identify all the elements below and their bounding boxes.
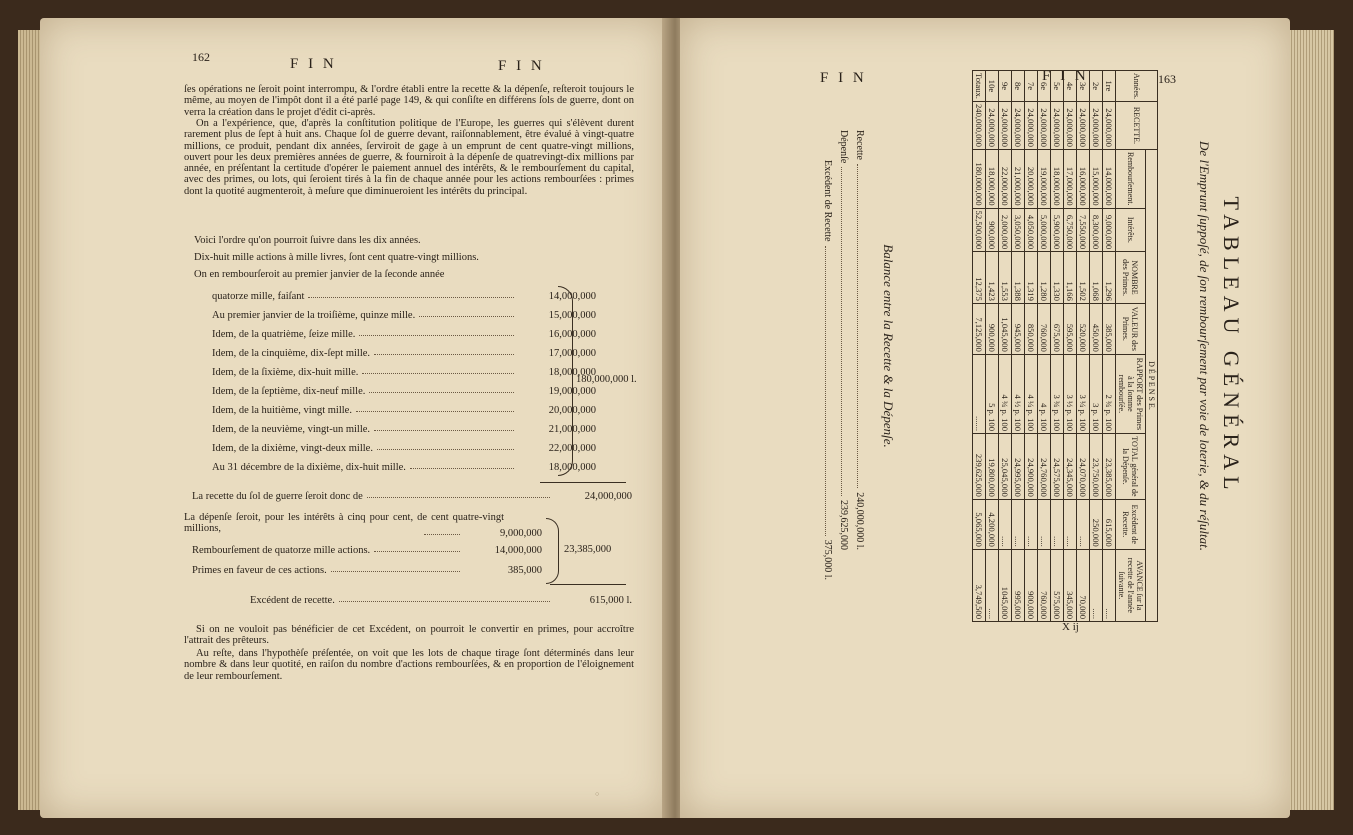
table-cell: ..... bbox=[1025, 499, 1038, 549]
table-cell: ..... bbox=[1012, 499, 1025, 549]
schedule-label: Idem, de la ſixième, dix-huit mille. bbox=[212, 367, 359, 378]
schedule-label: Au 31 décembre de la dixième, dix-huit mille. bbox=[212, 462, 406, 473]
depense-intro: La dépenſe ſeroit, pour les intérêts à cinq pour cent, de cent quatre-vingt millions, bbox=[184, 512, 504, 535]
table-cell: 520,000 bbox=[1077, 303, 1090, 354]
totals-cell: 52,500,000 bbox=[973, 208, 986, 252]
table-cell: 24,000,000 bbox=[1012, 102, 1025, 150]
schedule-amount: 21,000,000 bbox=[548, 424, 596, 435]
balance-row bbox=[838, 130, 852, 550]
table-cell: 24,995,000 bbox=[1012, 434, 1025, 500]
balance-row bbox=[822, 160, 836, 580]
table-cell: 1,319 bbox=[1025, 252, 1038, 304]
table-cell: 21,000,000 bbox=[1012, 149, 1025, 208]
col-header: VALEUR des Primes. bbox=[1116, 303, 1146, 354]
table-cell: ..... bbox=[1090, 549, 1103, 621]
table-cell: 900,000 bbox=[986, 303, 999, 354]
table-cell: 23,385,000 bbox=[1103, 434, 1116, 500]
table-cell: 15,000,000 bbox=[1090, 149, 1103, 208]
table-cell: 3 ¾ p. 100 bbox=[1051, 354, 1064, 433]
table-subtitle: De l'Emprunt ſuppoſé, de ſon rembourſement par voie de loterie, & du réſultat. bbox=[1197, 141, 1212, 551]
schedule-brace bbox=[558, 286, 573, 476]
table-cell: 3e bbox=[1077, 71, 1090, 102]
table-cell: 4 p. 100 bbox=[1038, 354, 1051, 433]
general-table bbox=[972, 70, 1158, 622]
recette-amount: 24,000,000 bbox=[584, 491, 632, 502]
table-cell: 24,000,000 bbox=[999, 102, 1012, 150]
closing-paragraph-1: Si on ne vouloit pas bénéficier de cet Excédent, on pourroit le convertir en primes, pour accroître l'attrait des prêteurs. bbox=[184, 624, 634, 647]
schedule-amount: 18,000,000 bbox=[548, 367, 596, 378]
table-cell: 4,200,000 bbox=[986, 499, 999, 549]
table-cell: 18,000,000 bbox=[986, 149, 999, 208]
schedule-amount: 15,000,000 bbox=[548, 310, 596, 321]
table-cell: 14,000,000 bbox=[1103, 149, 1116, 208]
schedule-label: Idem, de la quatrième, ſeize mille. bbox=[212, 329, 356, 340]
table-cell: 995,000 bbox=[1012, 549, 1025, 621]
signature-mark: X ij bbox=[1062, 621, 1079, 633]
table-cell: 25,045,000 bbox=[999, 434, 1012, 500]
running-header-right: F I N bbox=[1042, 68, 1089, 84]
balance-amount: 239,625,000 bbox=[838, 500, 849, 550]
table-cell: 24,000,000 bbox=[1038, 102, 1051, 150]
col-header: NOMBRE des Primes. bbox=[1116, 252, 1146, 304]
depense-amount: 14,000,000 bbox=[494, 545, 542, 556]
table-cell: 3 ¼ p. 100 bbox=[1077, 354, 1090, 433]
table-cell: 4e bbox=[1064, 71, 1077, 102]
balance-label: Excédent de Recette bbox=[822, 160, 833, 242]
table-cell: 615,000 bbox=[1103, 499, 1116, 549]
col-header: Excédent de Recette. bbox=[1116, 499, 1146, 549]
schedule-row bbox=[212, 400, 596, 416]
table-cell: 4 ¾ p. 100 bbox=[999, 354, 1012, 433]
depense-row bbox=[420, 523, 542, 539]
table-cell: 8e bbox=[1012, 71, 1025, 102]
table-row bbox=[1025, 71, 1038, 622]
table-cell: 4 ½ p. 100 bbox=[1012, 354, 1025, 433]
table-cell: 24,000,000 bbox=[1103, 102, 1116, 150]
table-cell: 24,575,000 bbox=[1051, 434, 1064, 500]
schedule-amount: 22,000,000 bbox=[548, 443, 596, 454]
depense-brace bbox=[546, 518, 559, 584]
table-cell: 1,502 bbox=[1077, 252, 1090, 304]
table-cell: 1,280 bbox=[1038, 252, 1051, 304]
table-cell: 18,000,000 bbox=[1051, 149, 1064, 208]
table-cell: ..... bbox=[1064, 499, 1077, 549]
table-cell: 1re bbox=[1103, 71, 1116, 102]
table-cell: 595,000 bbox=[1064, 303, 1077, 354]
table-cell: 5e bbox=[1051, 71, 1064, 102]
table-cell: 5,000,000 bbox=[1038, 208, 1051, 252]
balance-title: Balance entre la Recette & la Dépenſe. bbox=[881, 244, 896, 448]
table-cell: 22,000,000 bbox=[999, 149, 1012, 208]
depense-total: 23,385,000 bbox=[564, 544, 612, 555]
page-number: 162 bbox=[192, 50, 210, 64]
table-cell: 7,550,000 bbox=[1077, 208, 1090, 252]
table-row bbox=[999, 71, 1012, 622]
totals-cell: Totaux. bbox=[973, 71, 986, 102]
totals-cell: 180,000,000 bbox=[973, 149, 986, 208]
totals-cell: 7,125,000 bbox=[973, 303, 986, 354]
balance-label: Dépenſe bbox=[838, 130, 849, 164]
table-cell: 900,000 bbox=[986, 208, 999, 252]
table-cell: 2,000,000 bbox=[999, 208, 1012, 252]
table-cell: ..... bbox=[1038, 499, 1051, 549]
table-cell: 250,000 bbox=[1090, 499, 1103, 549]
col-header: RAPPORT des Primes à la ſomme rembourſée. bbox=[1116, 354, 1146, 433]
col-header: AVANCE ſur la recette de l'année ſuivante. bbox=[1116, 549, 1146, 621]
table-cell: 2e bbox=[1090, 71, 1103, 102]
table-cell: 24,000,000 bbox=[1077, 102, 1090, 150]
totals-cell: 239,625,000 bbox=[973, 434, 986, 500]
table-cell: 8,300,000 bbox=[1090, 208, 1103, 252]
library-stamp: ○ bbox=[595, 790, 600, 798]
table-cell: 5 p. 100 bbox=[986, 354, 999, 433]
totals-row bbox=[973, 71, 986, 622]
left-page bbox=[40, 18, 668, 818]
schedule-total: 180,000,000 l. bbox=[576, 374, 637, 385]
depense-amount: 385,000 bbox=[507, 565, 542, 576]
table-title: TABLEAU GÉNÉRAL bbox=[1219, 196, 1244, 496]
table-cell: 9e bbox=[999, 71, 1012, 102]
table-cell: 900,000 bbox=[1025, 549, 1038, 621]
excedent-amount: 615,000 l. bbox=[589, 595, 632, 606]
table-cell: 575,000 bbox=[1051, 549, 1064, 621]
table-cell: 4 ¼ p. 100 bbox=[1025, 354, 1038, 433]
schedule-row bbox=[212, 343, 596, 359]
table-cell: 2 ¾ p. 100 bbox=[1103, 354, 1116, 433]
depense-row bbox=[192, 540, 542, 556]
depense-label: Rembourſement de quatorze mille actions. bbox=[192, 545, 371, 556]
table-cell: 24,345,000 bbox=[1064, 434, 1077, 500]
table-row bbox=[1038, 71, 1051, 622]
schedule-row bbox=[212, 305, 596, 321]
table-cell: 760,000 bbox=[1038, 549, 1051, 621]
balance-amount: 375,000 l. bbox=[822, 539, 833, 580]
col-header: Intérêts. bbox=[1116, 208, 1146, 252]
table-cell: 24,000,000 bbox=[1064, 102, 1077, 150]
schedule-amount: 19,000,000 bbox=[548, 386, 596, 397]
schedule-label: Idem, de la dixième, vingt-deux mille. bbox=[212, 443, 373, 454]
table-cell: 24,900,000 bbox=[1025, 434, 1038, 500]
depense-row bbox=[192, 560, 542, 576]
depense-amount: 9,000,000 bbox=[500, 528, 542, 539]
schedule-label: Idem, de la ſeptième, dix-neuf mille. bbox=[212, 386, 366, 397]
table-cell: ..... bbox=[986, 549, 999, 621]
schedule-label: Idem, de la cinquième, dix-ſept mille. bbox=[212, 348, 371, 359]
table-cell: 850,000 bbox=[1025, 303, 1038, 354]
col-header: Années. bbox=[1116, 71, 1158, 102]
table-row bbox=[1064, 71, 1077, 622]
running-header-left: F I N bbox=[820, 70, 867, 86]
schedule-intro: On en rembourſeroit au premier janvier de la ſeconde année bbox=[194, 269, 445, 280]
table-cell: 3 ½ p. 100 bbox=[1064, 354, 1077, 433]
depense-label: Primes en faveur de ces actions. bbox=[192, 565, 327, 576]
table-cell: 24,070,000 bbox=[1077, 434, 1090, 500]
col-header: RECETTE. bbox=[1116, 102, 1158, 150]
table-cell: 450,000 bbox=[1090, 303, 1103, 354]
depense-header: D É P E N S E. bbox=[1146, 149, 1158, 621]
schedule-label: Idem, de la huitième, vingt mille. bbox=[212, 405, 352, 416]
right-page-edges bbox=[1286, 30, 1334, 810]
table-cell: 1,068 bbox=[1090, 252, 1103, 304]
table-cell: 675,000 bbox=[1051, 303, 1064, 354]
table-cell: 1,296 bbox=[1103, 252, 1116, 304]
table-cell: 10e bbox=[986, 71, 999, 102]
recette-row bbox=[192, 486, 632, 502]
schedule-row bbox=[212, 362, 596, 378]
rule bbox=[550, 584, 626, 585]
recette-label: La recette du ſol de guerre ſeroit donc de bbox=[192, 491, 363, 502]
closing-paragraph-2: Au reſte, dans l'hypothèſe préſentée, on voit que les lots de chaque tirage ſont déterminés dans leur nombre & dans leur quotité, en raiſon du nombre d'actions rembourſées, & en proportion de l'éloignement de leur rembourſement. bbox=[184, 648, 634, 682]
table-row bbox=[1077, 71, 1090, 622]
schedule-row bbox=[212, 419, 596, 435]
table-cell: 385,000 bbox=[1103, 303, 1116, 354]
table-cell: 20,000,000 bbox=[1025, 149, 1038, 208]
excedent-label: Excédent de recette. bbox=[250, 595, 335, 606]
totals-cell: ....... bbox=[973, 354, 986, 433]
table-cell: 9,000,000 bbox=[1103, 208, 1116, 252]
table-row bbox=[1051, 71, 1064, 622]
balance-label: Recette bbox=[854, 130, 865, 160]
table-cell: 23,750,000 bbox=[1090, 434, 1103, 500]
schedule-row bbox=[212, 457, 596, 473]
table-cell: 5,900,000 bbox=[1051, 208, 1064, 252]
table-cell: ..... bbox=[999, 499, 1012, 549]
table-cell: 760,000 bbox=[1038, 303, 1051, 354]
table-cell: 17,000,000 bbox=[1064, 149, 1077, 208]
table-cell: 19,000,000 bbox=[1038, 149, 1051, 208]
schedule-row bbox=[212, 286, 596, 302]
schedule-amount: 16,000,000 bbox=[548, 329, 596, 340]
table-cell: 24,000,000 bbox=[1090, 102, 1103, 150]
table-row bbox=[1012, 71, 1025, 622]
table-cell: 1,166 bbox=[1064, 252, 1077, 304]
table-cell: 16,000,000 bbox=[1077, 149, 1090, 208]
table-cell: 6,750,000 bbox=[1064, 208, 1077, 252]
table-cell: 945,000 bbox=[1012, 303, 1025, 354]
table-cell: 19,800,000 bbox=[986, 434, 999, 500]
totals-cell: 12,375 bbox=[973, 252, 986, 304]
schedule-label: Au premier janvier de la troiſième, quinze mille. bbox=[212, 310, 416, 321]
table-cell: 1045,000 bbox=[999, 549, 1012, 621]
schedule-amount: 20,000,000 bbox=[548, 405, 596, 416]
schedule-row bbox=[212, 324, 596, 340]
balance-amount: 240,000,000 l. bbox=[854, 492, 865, 550]
table-cell: ..... bbox=[1051, 499, 1064, 549]
table-cell: 24,000,000 bbox=[1025, 102, 1038, 150]
table-cell: 3,050,000 bbox=[1012, 208, 1025, 252]
table-cell: 7e bbox=[1025, 71, 1038, 102]
schedule-amount: 17,000,000 bbox=[548, 348, 596, 359]
excedent-row bbox=[250, 590, 632, 606]
table-row bbox=[1090, 71, 1103, 622]
table-cell: 70,000 bbox=[1077, 549, 1090, 621]
schedule-row bbox=[212, 381, 596, 397]
page-number: 163 bbox=[1158, 72, 1176, 86]
table-cell: 6e bbox=[1038, 71, 1051, 102]
totals-cell: 5,065,000 bbox=[973, 499, 986, 549]
schedule-row bbox=[212, 438, 596, 454]
table-cell: 24,000,000 bbox=[986, 102, 999, 150]
running-header-left: F I N bbox=[290, 56, 337, 72]
totals-cell: 3,749,500 bbox=[973, 549, 986, 621]
balance-row bbox=[854, 130, 868, 550]
paragraph-3: Voici l'ordre qu'on pourroit ſuivre dans les dix années. bbox=[194, 235, 421, 246]
paragraph-4: Dix-huit mille actions à mille livres, ſont cent quatre-vingt millions. bbox=[194, 252, 479, 263]
paragraph-2: On a l'expérience, que, d'après la conſtitution politique de l'Europe, les guerres qui s'élèvent durent rarement plus de ſept à huit ans. Chaque ſol de guerre devant, raiſonnablement, être évalué à vingt-quatre millions, ce produit, pendant dix années, ſerviroit de gage à un emprunt de cent quatre-vingt millions, ouvert pour les deux premières années de guerre, & fourniroit à la dépenſe de quatrevingt-dix millions par année, en préſentant la certitude d'opérer le paiement annuel des intérêts, & le rembourſement du capital, avec des primes, ou lots, qui ſeroient tirés à la fin de chaque année pour les actions rembourſées : primes dont la quotité augmenteroit, à meſure que diminueroient les intérêts du principal. bbox=[184, 118, 634, 197]
col-header: TOTAL général de la Dépenſe. bbox=[1116, 434, 1146, 500]
table-cell: 1,388 bbox=[1012, 252, 1025, 304]
col-header: Rembourſement. bbox=[1116, 149, 1146, 208]
table-row bbox=[986, 71, 999, 622]
schedule-amount: 18,000,000 bbox=[548, 462, 596, 473]
table-cell: 1,330 bbox=[1051, 252, 1064, 304]
table-row bbox=[1103, 71, 1116, 622]
schedule-label: quatorze mille, faiſant bbox=[212, 291, 305, 302]
schedule-amount: 14,000,000 bbox=[548, 291, 596, 302]
table-cell: 24,000,000 bbox=[1051, 102, 1064, 150]
table-cell: ..... bbox=[1077, 499, 1090, 549]
table-cell: 1,553 bbox=[999, 252, 1012, 304]
totals-cell: 240,000,000 bbox=[973, 102, 986, 150]
table-cell: ..... bbox=[1103, 549, 1116, 621]
table-cell: 345,000 bbox=[1064, 549, 1077, 621]
table-cell: 1,045,000 bbox=[999, 303, 1012, 354]
table-cell: 3 p. 100 bbox=[1090, 354, 1103, 433]
running-header-right: F I N bbox=[498, 58, 545, 74]
table-cell: 4,050,000 bbox=[1025, 208, 1038, 252]
schedule-label: Idem, de la neuvième, vingt-un mille. bbox=[212, 424, 371, 435]
table-cell: 24,760,000 bbox=[1038, 434, 1051, 500]
intro-paragraph: ſes opérations ne ſeroit point interrompu, & l'ordre établi entre la recette & la dépenſe, reſteroit toujours le même, au moyen de l'impôt dont il a été parlé page 149, & qui conſiſte en différens ſols de guerre, dont on verra la création dans le projet d'édit ci-après. bbox=[184, 84, 634, 118]
table-cell: 1,423 bbox=[986, 252, 999, 304]
